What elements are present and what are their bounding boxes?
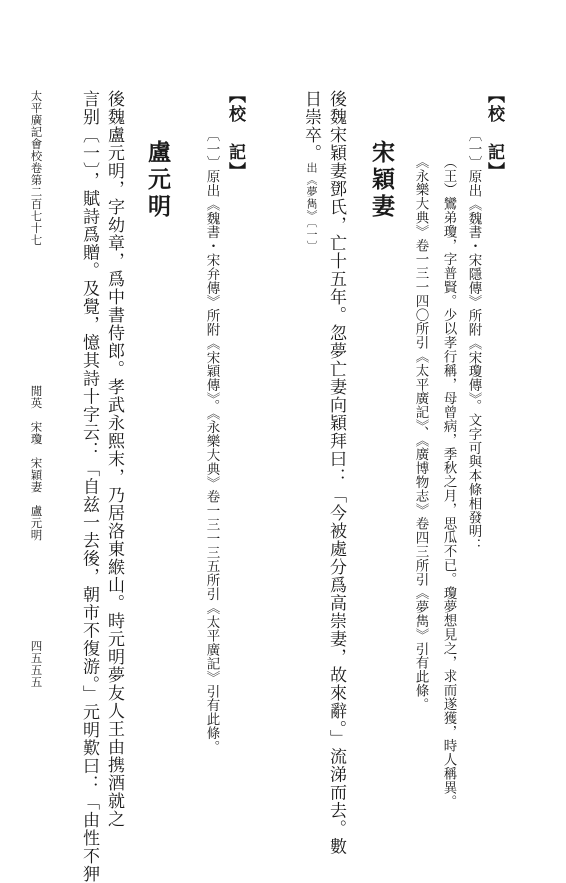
entry-title-song-ying-qi: 宋穎妻 [368,140,395,221]
body-line: 後魏盧元明，字幼章，爲中書侍郎。孝武永熙末，乃居洛東緱山。時元明夢友人王由携酒就之 [104,90,124,828]
note-line: 《永樂大典》卷一三一四〇所引《太平廣記》、《廣博物志》卷四三所引《夢雋》引有此條。 [412,155,429,712]
body-text: 日崇卒。 [301,90,321,162]
body-line [302,90,319,253]
note-line: 〔一〕原出《魏書・宋隱傳》所附《宋瓊傳》。文字可與本條相發明： [465,128,482,553]
book-title-runner: 太平廣記會校卷第二百七十七 [29,90,44,246]
page-number: 四五五五 [29,640,44,688]
body-line: 後魏宋穎妻鄧氏，亡十五年。忽夢亡妻向穎拜曰：「今被處分爲高崇妻，故來辭。」流涕而去。數 [326,90,346,856]
note-line: 〔一〕原出《魏書・宋弁傳》所附《宋穎傳》。《永樂大典》卷一三一三五所引《太平廣記》引有此條。 [203,128,220,754]
note-line: （王）鸞弟瓊，字普賢。少以孝行稱，母曾病，季秋之月，思瓜不已。瓊夢想見之，求而遂獲，時人稱異。 [440,155,457,809]
jiaoji-heading-top: 【校 記】 [484,86,504,181]
source-note: 出《夢雋》〔一〕 [305,162,318,253]
entry-title-lu-yuanming: 盧元明 [144,140,171,221]
body-line: 言别〔一〕，賦詩爲贈。及覺，憶其詩十字云：「自兹一去後，朝市不復游。」元明歎曰：「由性不狎 [79,90,99,883]
section-runner: 閒英 宋瓊 宋穎妻 盧元明 [29,385,44,541]
jiaoji-heading-mid: 【校 記】 [225,86,245,181]
